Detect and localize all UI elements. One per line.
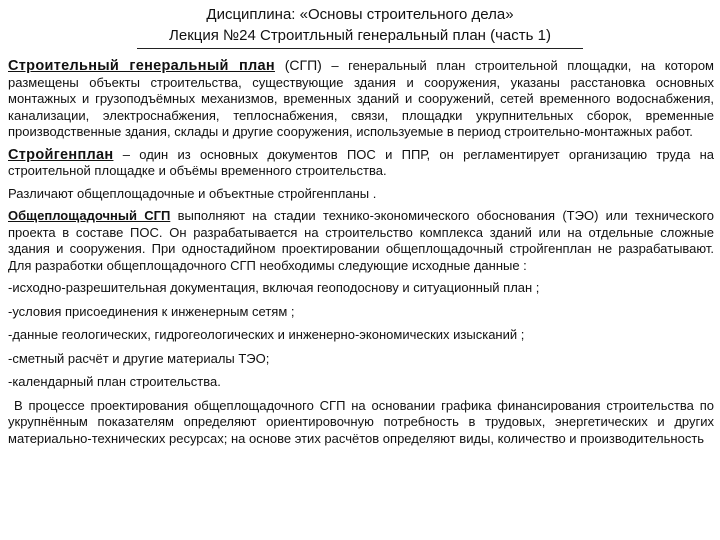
definition-sgp-text: – генеральный план строительной площадки, на котором размещены объекты строительства, существующие здания и сооружения, указаны расстановка основных монтажных и грузоподъёмных механизмов, временных зданий и сооружений, сетей временного водоснабжения, канализации, электроснабжения, теплоснабжения, связи, площадки укрупнительных сборок, временные производственные здания, склады и другие сооружения, используемые в период строительно-монтажных работ. [8, 58, 714, 139]
list-item: -сметный расчёт и другие материалы ТЭО; [8, 350, 270, 366]
general-sgp-paragraph [8, 208, 714, 274]
design-process-paragraph: В процессе проектирования общеплощадочного СГП на основании графика финансирования строительства по укрупнённым показателям определяют ориентировочную потребность в трудовых, энергетических и других материально-технических ресурсах; на основе этих расчётов определяют виды, количество и производительность [8, 397, 714, 446]
list-item: -данные геологических, гидрогеологических и инженерно-экономических изысканий ; [8, 327, 525, 342]
header-divider [137, 48, 583, 49]
definition-sgp-paragraph [8, 57, 714, 141]
document-body [0, 57, 720, 447]
types-paragraph: Различают общеплощадочные и объектные стройгенпланы . [8, 185, 377, 201]
lecture-title: Лекция №24 Строитльный генеральный план (часть 1) [169, 27, 551, 44]
definition-stroygenplan-paragraph [8, 147, 714, 180]
definition-stroygenplan-text: – один из основных документов ПОС и ППР, он регламентирует организацию труда на строительной площадке и объёмы временного строительства. [8, 146, 714, 178]
list-item: -условия присоединения к инженерным сетям ; [8, 303, 295, 319]
list-item: -календарный план строительства. [8, 374, 221, 389]
discipline-title: Дисциплина: «Основы строительного дела» [206, 6, 514, 23]
document-header [0, 0, 720, 46]
term-general-sgp: Общеплощадочный СГП [8, 208, 171, 223]
list-item: -исходно-разрешительная документация, включая геоподоснову и ситуационный план ; [8, 280, 540, 295]
general-sgp-text: выполняют на стадии технико-экономического обоснования (ТЭО) или технического проекта в составе ПОС. Он разрабатывается на строительство комплекса зданий или на отдельные сложные здания и сооружения. При одностадийном проектировании общеплощадочный стройгенплан не разрабатывают. Для разработки общеплощадочного СГП необходимы следующие исходные данные : [8, 208, 714, 273]
term-stroygenplan: Стройгенплан [8, 146, 114, 163]
abbr-sgp: (СГП) [274, 57, 322, 73]
term-sgp: Строительный генеральный план [8, 58, 275, 74]
